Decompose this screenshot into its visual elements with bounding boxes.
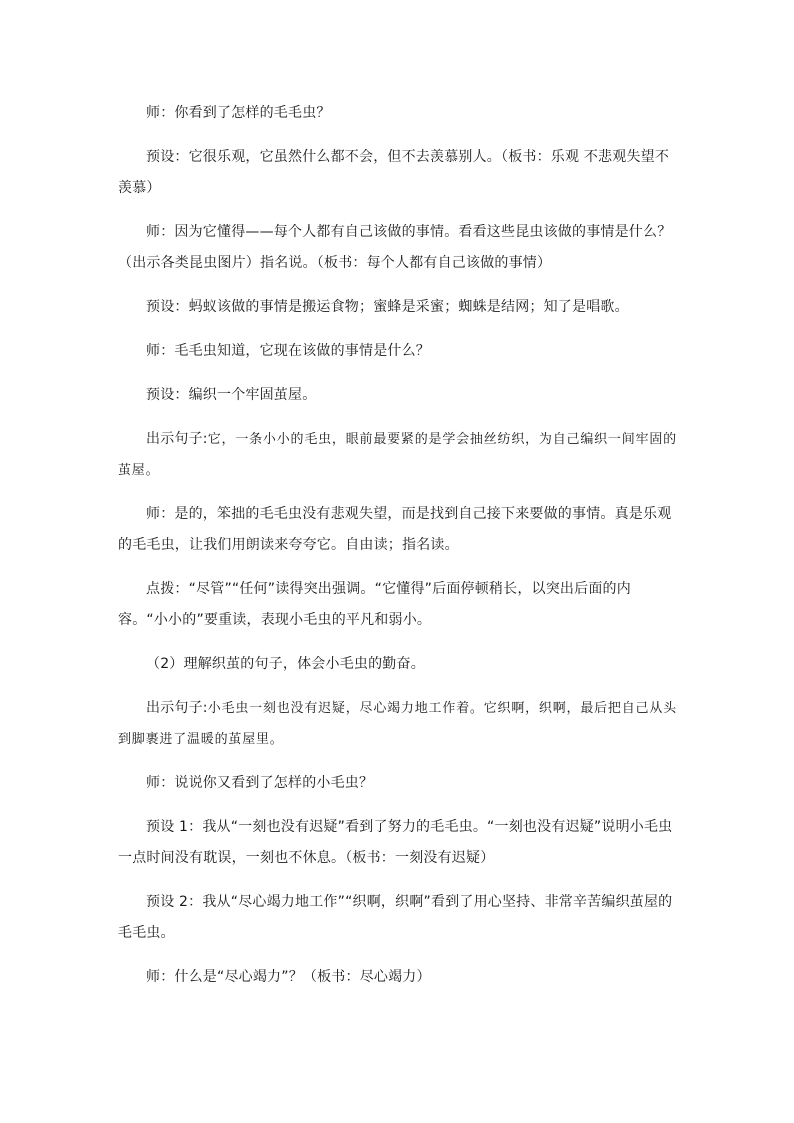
show-sentence-label: 出示句子:: [146, 431, 208, 447]
show-sentence-label: 出示句子:: [146, 700, 208, 716]
paragraph-teacher-caterpillar: 师：说说你又看到了怎样的小毛虫？: [146, 775, 374, 791]
paragraph-teacher-reading: 师：是的，笨拙的毛毛虫没有悲观失望，而是找到自己接下来要做的事情。真是乐观的毛毛虫，让我们用朗读来夸夸它。自由读；指名读。: [118, 506, 672, 553]
paragraph-preset-2: 预设 2：我从“尽心竭力地工作”“织啊，织啊”看到了用心坚持、非常辛苦编织茧屋的毛毛虫。: [118, 894, 673, 941]
paragraph-show-sentence-1: [118, 424, 680, 486]
document-page: [118, 98, 680, 993]
quoted-sentence: 它，一条小小的毛虫，眼前最要紧的是学会抽丝纺织，为自己编织一间牢固的茧屋。: [118, 432, 677, 478]
paragraph-teacher-task: 师：毛毛虫知道，它现在该做的事情是什么？: [146, 343, 430, 359]
paragraph-teacher-question: 师：你看到了怎样的毛毛虫？: [146, 105, 331, 121]
paragraph-preset-insect-tasks: 预设：蚂蚁该做的事情是搬运食物；蜜蜂是采蜜；蜘蛛是结网；知了是唱歌。: [146, 299, 629, 315]
paragraph-preset-cocoon: 预设：编织一个牢固茧屋。: [146, 387, 317, 403]
paragraph-preset-1: 预设 1：我从“一刻也没有迟疑”看到了努力的毛毛虫。“一刻也没有迟疑”说明小毛虫一点时间没有耽误，一刻也不休息。（板书：一刻没有迟疑）: [118, 819, 673, 866]
paragraph-teacher-insects: 师：因为它懂得——每个人都有自己该做的事情。看看这些昆虫该做的事情是什么？（出示各类昆虫图片）指名说。（板书：每个人都有自己该做的事情）: [118, 224, 672, 271]
paragraph-preset-optimistic: 预设：它很乐观，它虽然什么都不会，但不去羡慕别人。（板书：乐观 不悲观失望不羡慕）: [118, 149, 670, 196]
paragraph-guidance: 点拨：“尽管”“任何”读得突出强调。“它懂得”后面停顿稍长，以突出后面的内容。“小小的”要重读，表现小毛虫的平凡和弱小。: [118, 581, 631, 628]
paragraph-section-heading: （2）理解织茧的句子，体会小毛虫的勤奋。: [146, 656, 425, 672]
paragraph-show-sentence-2: [118, 693, 680, 755]
paragraph-teacher-meaning: 师：什么是“尽心竭力”？（板书：尽心竭力）: [146, 969, 431, 985]
quoted-sentence: 小毛虫一刻也没有迟疑，尽心竭力地工作着。它织啊，织啊，最后把自己从头到脚裹进了温暖的茧屋里。: [118, 701, 677, 747]
